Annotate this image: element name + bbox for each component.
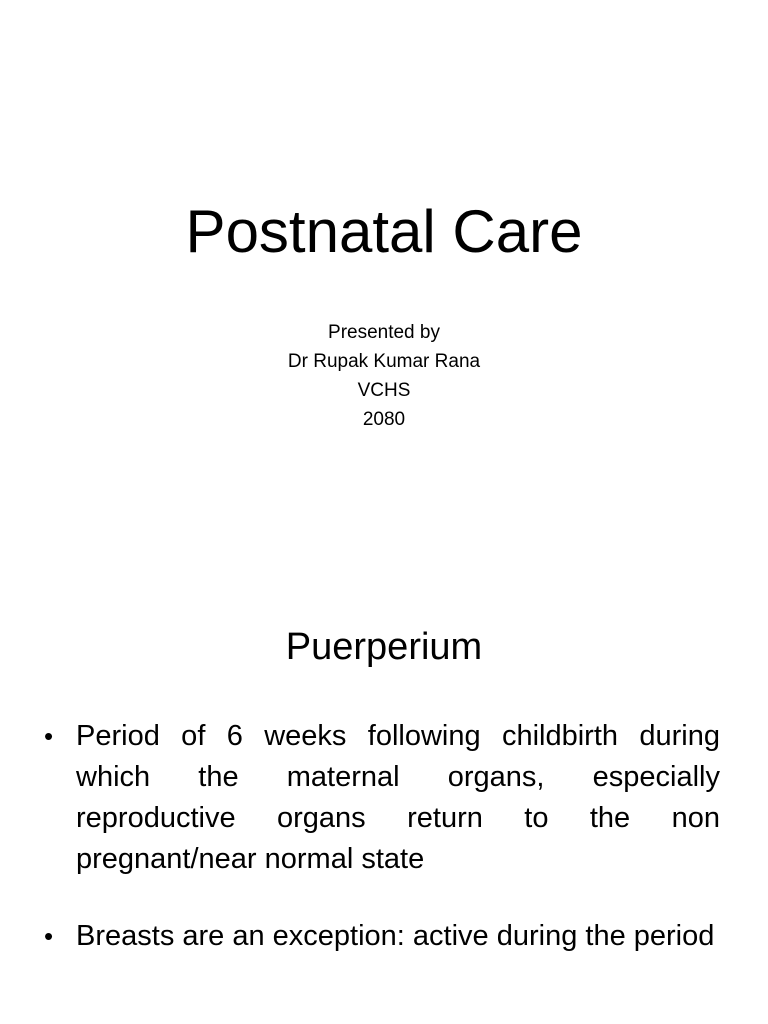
subtitle-presented-by: Presented by — [328, 322, 440, 343]
subtitle-year: 2080 — [362, 409, 406, 430]
bullet-point-icon: • — [44, 921, 54, 951]
bullet-text: Breasts are an exception: active during the period — [76, 920, 715, 952]
bullet-list — [44, 716, 720, 993]
slide-title: Postnatal Care — [185, 198, 583, 265]
slide-heading: Puerperium — [285, 626, 483, 668]
bullet-item — [44, 716, 720, 880]
bullet-item — [44, 916, 720, 957]
content-slide — [0, 576, 768, 1024]
bullet-text: Period of 6 weeks following childbirth during which the maternal organs, especially reproductive organs return to the non pregnant/near normal state — [76, 720, 720, 875]
subtitle-institution: VCHS — [357, 380, 411, 401]
subtitle-author: Dr Rupak Kumar Rana — [287, 351, 481, 372]
slide-subtitle — [0, 318, 768, 434]
bullet-point-icon: • — [44, 721, 54, 751]
